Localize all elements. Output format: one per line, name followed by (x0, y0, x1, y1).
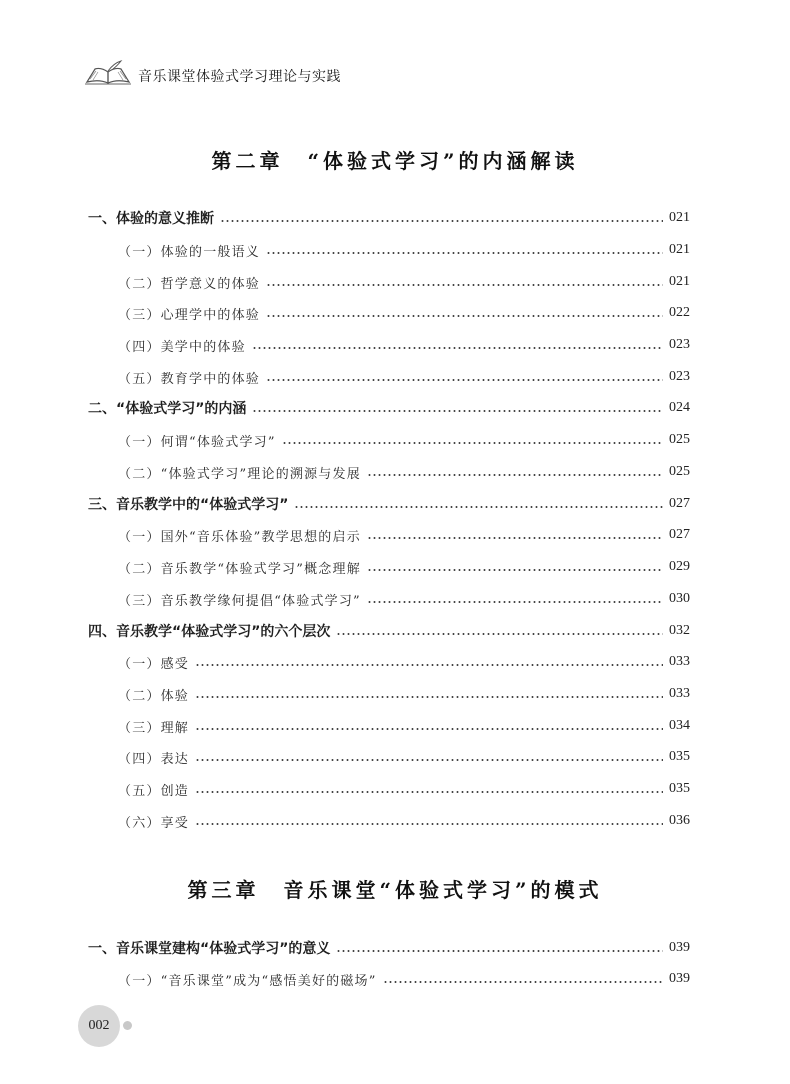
running-header (84, 60, 724, 88)
toc-entry[interactable] (118, 810, 690, 832)
page-number-badge: 002 (78, 1005, 120, 1047)
toc-entry[interactable] (88, 207, 690, 229)
toc-entry-text: （二）哲学意义的体验 (118, 276, 261, 292)
chapter-number: 第二章 (211, 149, 284, 173)
toc-entry[interactable] (118, 556, 690, 578)
toc-page-number: 024 (669, 400, 690, 415)
toc-page-number: 021 (669, 242, 690, 257)
toc-entry[interactable] (118, 239, 690, 261)
toc-page-number: 033 (669, 686, 690, 701)
toc-entry-text: （五）教育学中的体验 (118, 371, 261, 387)
toc-entry[interactable] (118, 271, 690, 293)
dot-leader (266, 379, 663, 381)
dot-leader (383, 981, 663, 983)
toc-entry-text: 一、音乐课堂建构“体验式学习”的意义 (88, 941, 331, 957)
dot-leader (367, 601, 663, 603)
dot-leader (195, 759, 663, 761)
toc-page-number: 023 (669, 369, 690, 384)
toc-page-number: 021 (669, 274, 690, 289)
toc-page-number: 033 (669, 654, 690, 669)
toc-entry-text: 四、音乐教学“体验式学习”的六个层次 (88, 624, 331, 640)
open-book-icon (84, 60, 132, 86)
dot-leader (195, 728, 663, 730)
toc-entry-text: （四）美学中的体验 (118, 339, 246, 355)
toc-entry-text: （六）享受 (118, 815, 190, 831)
toc-entry[interactable] (118, 334, 690, 356)
toc-page-number: 032 (669, 623, 690, 638)
dot-leader (195, 823, 663, 825)
toc-entry-text: （一）国外“音乐体验”教学思想的启示 (118, 529, 361, 545)
toc-entry-text: （三）音乐教学缘何提倡“体验式学习” (118, 593, 361, 609)
toc-entry[interactable] (88, 620, 690, 642)
toc-entry[interactable] (118, 683, 690, 705)
toc-entry-text: （一）何谓“体验式学习” (118, 434, 276, 450)
toc-page-number: 021 (669, 210, 690, 225)
chapter-number: 第三章 (187, 878, 260, 902)
dot-leader (336, 633, 663, 635)
dot-leader (220, 220, 663, 222)
chapter-2-title (0, 145, 790, 174)
dot-leader (252, 347, 663, 349)
toc-entry-text: （一）感受 (118, 656, 190, 672)
dot-leader (195, 791, 663, 793)
toc-entry[interactable] (88, 937, 690, 959)
toc-entry-text: 二、“体验式学习”的内涵 (88, 401, 247, 417)
toc-entry[interactable] (118, 651, 690, 673)
toc-entry[interactable] (118, 778, 690, 800)
dot-leader (367, 537, 663, 539)
toc-page-number: 025 (669, 464, 690, 479)
toc-entry[interactable] (118, 461, 690, 483)
toc-entry-text: 三、音乐教学中的“体验式学习” (88, 497, 289, 513)
toc-page-number: 027 (669, 496, 690, 511)
toc-page-number: 039 (669, 940, 690, 955)
chapter-name: “体验式学习”的内涵解读 (307, 149, 579, 173)
dot-leader (367, 569, 663, 571)
toc-page-number: 030 (669, 591, 690, 606)
toc-page-number: 027 (669, 527, 690, 542)
dot-leader (266, 284, 663, 286)
dot-leader (195, 664, 663, 666)
toc-page-number: 036 (669, 813, 690, 828)
dot-leader (367, 474, 663, 476)
toc-entry-text: （一）体验的一般语义 (118, 244, 261, 260)
toc-entry[interactable] (118, 366, 690, 388)
dot-leader (336, 950, 663, 952)
toc-page-number: 035 (669, 781, 690, 796)
toc-page-number: 039 (669, 971, 690, 986)
toc-entry[interactable] (118, 715, 690, 737)
dot-leader (266, 315, 663, 317)
dot-leader (294, 506, 663, 508)
toc-entry[interactable] (118, 746, 690, 768)
toc-page-number: 034 (669, 718, 690, 733)
chapter-name: 音乐课堂“体验式学习”的模式 (283, 878, 603, 902)
toc-page-number: 029 (669, 559, 690, 574)
toc-entry-text: （二）“体验式学习”理论的溯源与发展 (118, 466, 361, 482)
toc-entry-text: （二）音乐教学“体验式学习”概念理解 (118, 561, 361, 577)
toc-entry-text: （二）体验 (118, 688, 190, 704)
dot-leader (282, 442, 663, 444)
toc-entry-text: （三）理解 (118, 720, 190, 736)
toc-entry-text: （三）心理学中的体验 (118, 307, 261, 323)
dot-leader (252, 410, 663, 412)
toc-page-number: 022 (669, 305, 690, 320)
chapter-3-title (0, 874, 790, 903)
toc-entry[interactable] (88, 397, 690, 419)
dot-leader (195, 696, 663, 698)
toc-page-number: 023 (669, 337, 690, 352)
toc-entry[interactable] (118, 588, 690, 610)
header-title: 音乐课堂体验式学习理论与实践 (138, 69, 341, 85)
toc-entry-text: （一）“音乐课堂”成为“感悟美好的磁场” (118, 973, 377, 989)
toc-entry[interactable] (118, 429, 690, 451)
toc-page-number: 035 (669, 749, 690, 764)
toc-entry[interactable] (88, 493, 690, 515)
toc-page-number: 025 (669, 432, 690, 447)
toc-entry-text: （四）表达 (118, 751, 190, 767)
toc-entry[interactable] (118, 968, 690, 990)
dot-leader (266, 252, 663, 254)
toc-entry-text: （五）创造 (118, 783, 190, 799)
toc-entry[interactable] (118, 524, 690, 546)
toc-entry[interactable] (118, 302, 690, 324)
toc-entry-text: 一、体验的意义推断 (88, 211, 214, 227)
page-dot-decoration (123, 1021, 132, 1030)
